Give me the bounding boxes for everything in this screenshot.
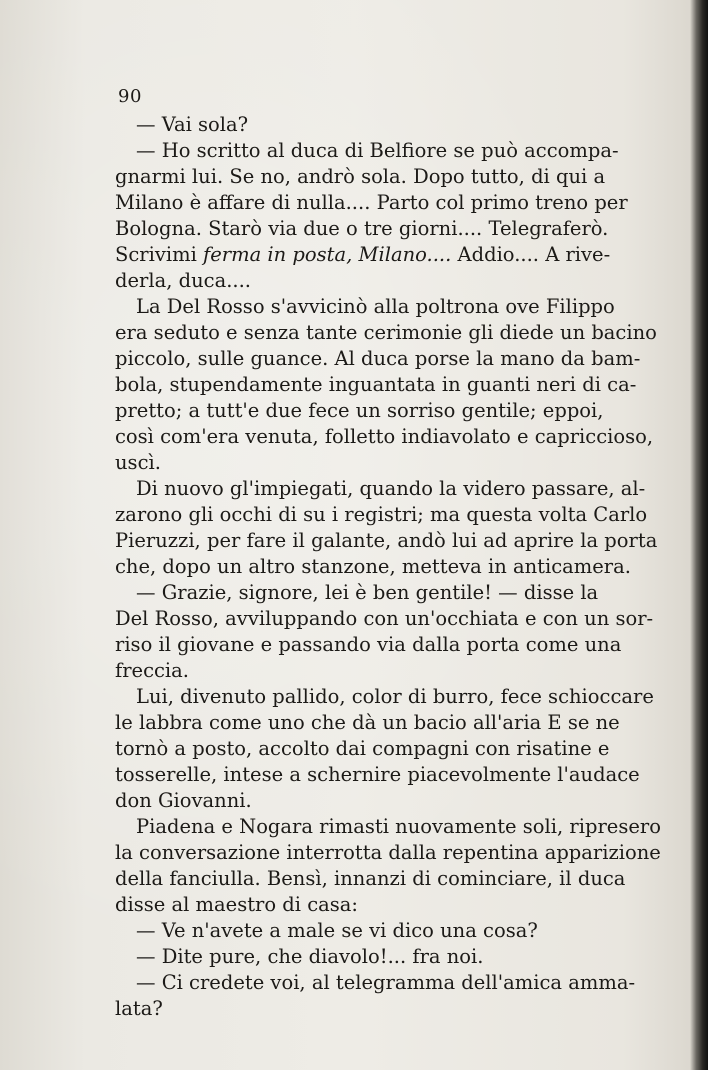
text-line: — Ve n'avete a male se vi dico una cosa?: [136, 919, 538, 942]
italic-text: ferma in posta, Milano....: [203, 243, 452, 266]
text-line: [115, 242, 611, 268]
text-line: tornò a posto, accolto dai compagni con risatine e: [115, 737, 610, 760]
page-number: 90: [118, 86, 142, 107]
text-line: derla, duca....: [115, 269, 251, 292]
text-line: don Giovanni.: [115, 789, 252, 812]
text-line: che, dopo un altro stanzone, metteva in anticamera.: [115, 555, 631, 578]
text-line: Piadena e Nogara rimasti nuovamente soli, ripresero: [136, 815, 661, 838]
text-line: — Ho scritto al duca di Belfiore se può accompa-: [136, 139, 619, 162]
text-line: così com'era venuta, folletto indiavolato e capriccioso,: [115, 425, 654, 448]
text-fragment: Addio.... A rive-: [451, 243, 611, 266]
text-line: tosserelle, intese a schernire piacevolmente l'audace: [115, 763, 640, 786]
text-line: lata?: [115, 997, 163, 1020]
text-line: uscì.: [115, 451, 161, 474]
text-line: Milano è affare di nulla.... Parto col primo treno per: [115, 191, 628, 214]
text-line: disse al maestro di casa:: [115, 893, 358, 916]
page-binding-edge: [690, 0, 708, 1070]
text-line: — Dite pure, che diavolo!... fra noi.: [136, 945, 484, 968]
text-line: riso il giovane e passando via dalla porta come una: [115, 633, 622, 656]
text-line: della fanciulla. Bensì, innanzi di cominciare, il duca: [115, 867, 626, 890]
text-line: bola, stupendamente inguantata in guanti neri di ca-: [115, 373, 637, 396]
text-line: la conversazione interrotta dalla repentina apparizione: [115, 841, 661, 864]
text-line: era seduto e senza tante cerimonie gli diede un bacino: [115, 321, 657, 344]
text-line: — Vai sola?: [136, 113, 249, 136]
text-line: Bologna. Starò via due o tre giorni.... Telegraferò.: [115, 217, 609, 240]
text-line: piccolo, sulle guance. Al duca porse la mano da bam-: [115, 347, 641, 370]
text-line: — Grazie, signore, lei è ben gentile! — disse la: [136, 581, 599, 604]
text-line: zarono gli occhi di su i registri; ma questa volta Carlo: [115, 503, 648, 526]
text-line: Del Rosso, avviluppando con un'occhiata e con un sor-: [115, 607, 654, 630]
body-text: [115, 112, 661, 1022]
text-line: Pieruzzi, per fare il galante, andò lui ad aprire la porta: [115, 529, 658, 552]
text-line: Di nuovo gl'impiegati, quando la videro passare, al-: [136, 477, 646, 500]
text-fragment: Scrivimi: [115, 243, 204, 266]
text-line: le labbra come uno che dà un bacio all'aria E se ne: [115, 711, 620, 734]
text-line: — Ci credete voi, al telegramma dell'amica amma-: [136, 971, 636, 994]
text-line: freccia.: [115, 659, 189, 682]
text-line: Lui, divenuto pallido, color di burro, fece schioccare: [136, 685, 654, 708]
text-line: La Del Rosso s'avvicinò alla poltrona ove Filippo: [136, 295, 615, 318]
text-line: gnarmi lui. Se no, andrò sola. Dopo tutto, di qui a: [115, 165, 606, 188]
text-line: pretto; a tutt'e due fece un sorriso gentile; eppoi,: [115, 399, 604, 422]
